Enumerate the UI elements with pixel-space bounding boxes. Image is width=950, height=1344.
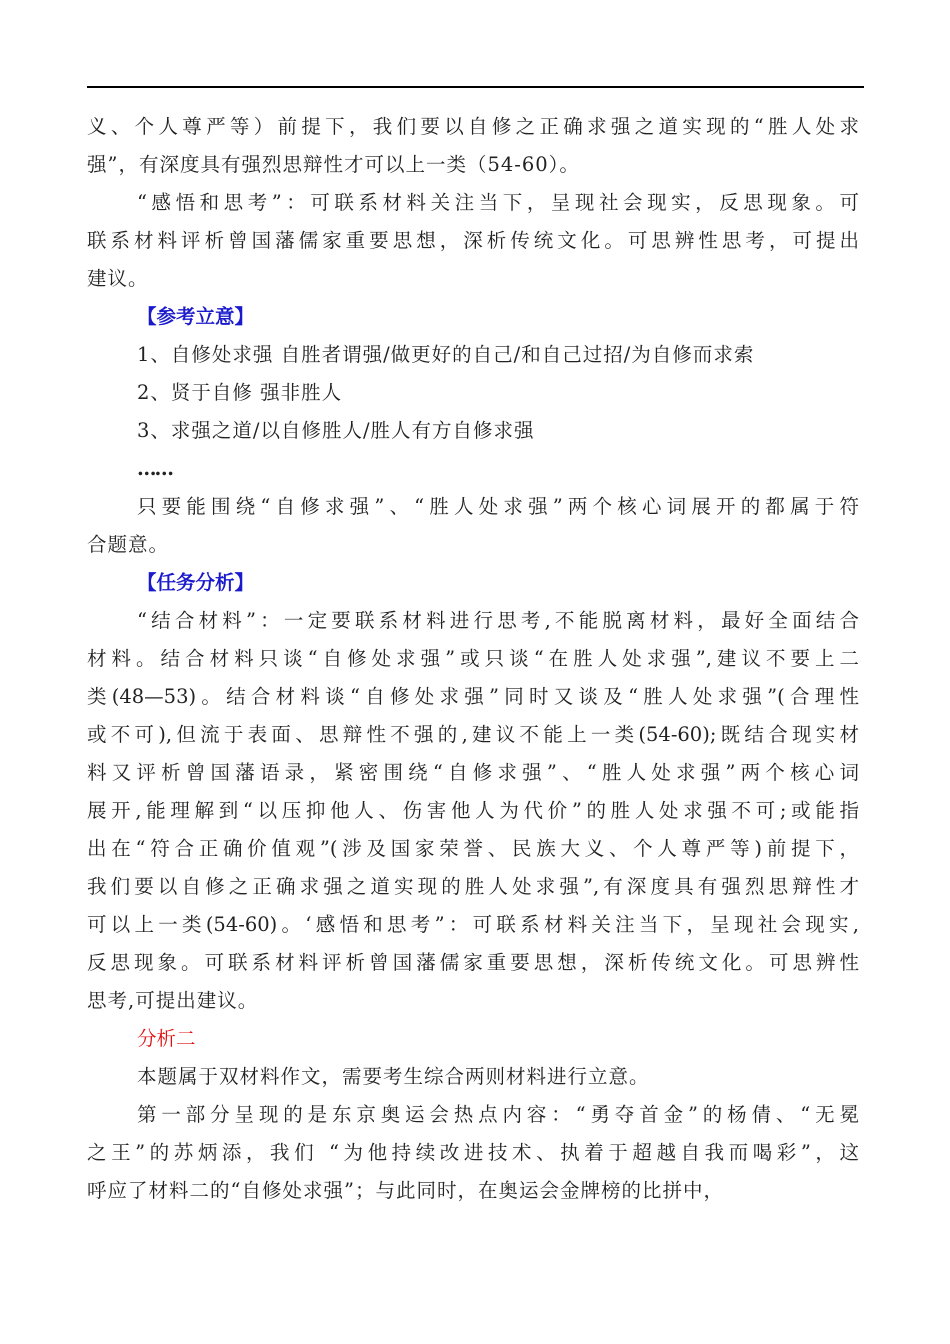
text-line: 只要能围绕“自修求强”、“胜人处求强”两个核心词展开的都属于符: [137, 495, 859, 518]
text-line: “结合材料”：一定要联系材料进行思考,不能脱离材料，最好全面结合: [137, 609, 859, 632]
text-line: 建议。: [87, 267, 149, 290]
section-heading: 【参考立意】: [137, 305, 255, 328]
text-line: 或不可),但流于表面、思辩性不强的,建议不能上一类(54-60);既结合现实材: [87, 723, 859, 746]
text-line: 合题意。: [87, 533, 170, 556]
text-line: 出在“符合正确价值观”(涉及国家荣誉、民族大义、个人尊严等)前提下，: [87, 837, 859, 860]
text-line: 类(48—53)。结合材料谈“自修处求强”同时又谈及“胜人处求强”(合理性: [87, 685, 859, 708]
document-body: [87, 108, 859, 1210]
text-line: 之王”的苏炳添，我们 “为他持续改进技术、执着于超越自我而喝彩”，这: [87, 1141, 859, 1164]
text-line: 3、求强之道/以自修胜人/胜人有方自修求强: [137, 419, 535, 442]
section-heading: 分析二: [137, 1027, 196, 1050]
section-heading: 【任务分析】: [137, 571, 255, 594]
text-line: 呼应了材料二的“自修处求强”；与此同时，在奥运会金牌榜的比拼中，: [87, 1179, 724, 1202]
text-line: 反思现象。可联系材料评析曾国藩儒家重要思想，深析传统文化。可思辨性: [87, 951, 859, 974]
text-line: 料又评析曾国藩语录，紧密围绕“自修求强”、“胜人处求强”两个核心词: [87, 761, 859, 784]
text-line: 第一部分呈现的是东京奥运会热点内容：“勇夺首金”的杨倩、“无冕: [137, 1103, 859, 1126]
text-line: 义、个人尊严等）前提下，我们要以自修之正确求强之道实现的“胜人处求: [87, 115, 859, 138]
text-line: 1、自修处求强 自胜者谓强/做更好的自己/和自己过招/为自修而求索: [137, 343, 755, 366]
text-line: 强”，有深度具有强烈思辩性才可以上一类（54-60）。: [87, 153, 580, 176]
text-line: ……: [137, 457, 172, 480]
text-line: 可以上一类(54-60)。‘感悟和思考”：可联系材料关注当下，呈现社会现实,: [87, 913, 859, 936]
text-line: 本题属于双材料作文，需要考生综合两则材料进行立意。: [137, 1065, 650, 1088]
header-rule: [87, 86, 864, 88]
text-line: 材料。结合材料只谈“自修处求强”或只谈“在胜人处求强”,建议不要上二: [87, 647, 859, 670]
text-line: 思考,可提出建议。: [87, 989, 259, 1012]
text-line: “感悟和思考”：可联系材料关注当下，呈现社会现实，反思现象。可: [137, 191, 859, 214]
text-line: 我们要以自修之正确求强之道实现的胜人处求强”,有深度具有强烈思辩性才: [87, 875, 859, 898]
text-line: 联系材料评析曾国藩儒家重要思想，深析传统文化。可思辨性思考，可提出: [87, 229, 859, 252]
text-line: 展开,能理解到“以压抑他人、伤害他人为代价”的胜人处求强不可;或能指: [87, 799, 859, 822]
text-line: 2、贤于自修 强非胜人: [137, 381, 343, 404]
